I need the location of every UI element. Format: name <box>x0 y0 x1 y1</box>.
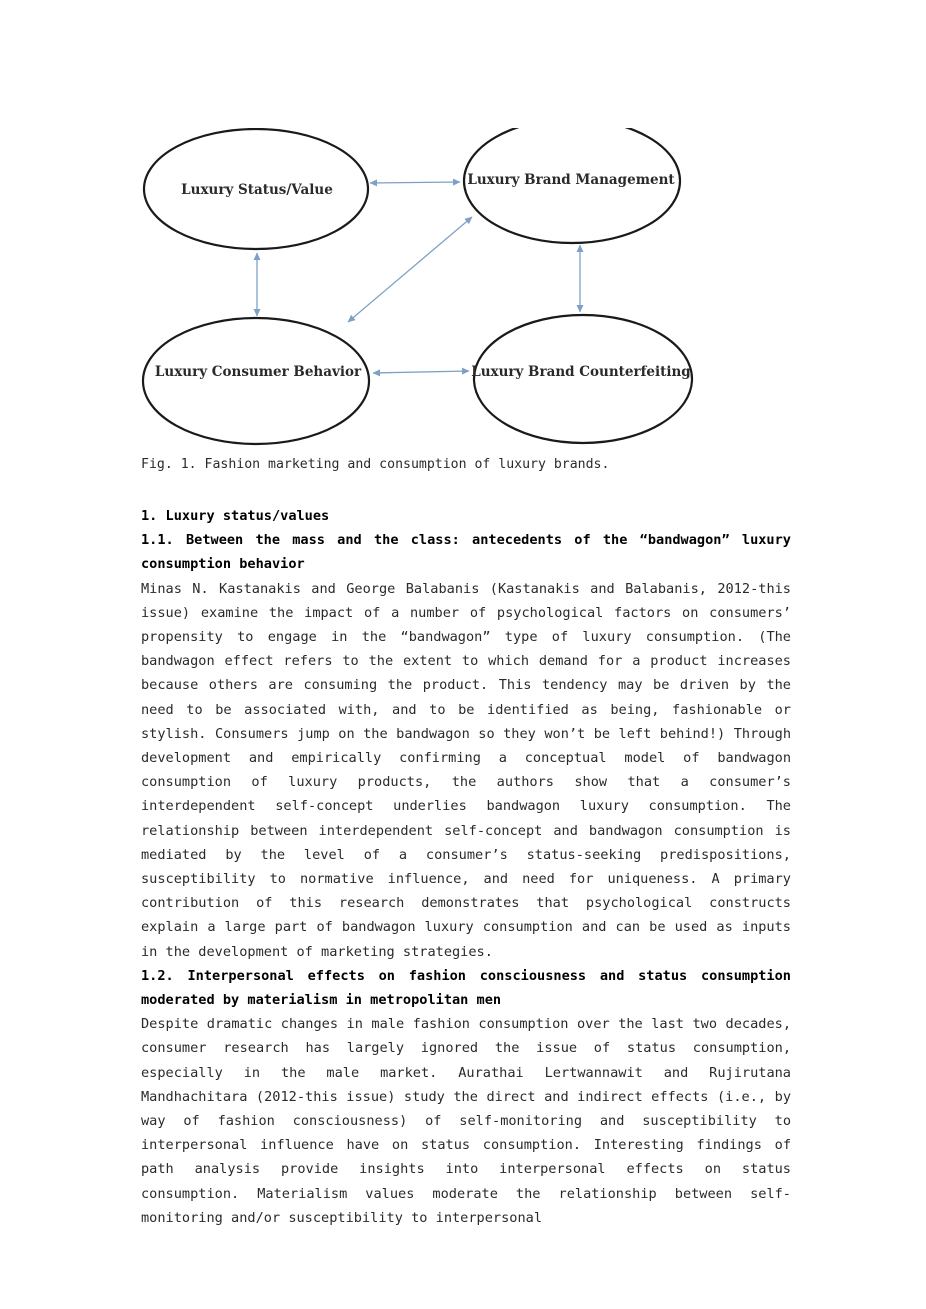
figure-caption: Fig. 1. Fashion marketing and consumption of luxury brands. <box>141 457 610 472</box>
node-behavior-label: Luxury Consumer Behavior <box>154 364 362 380</box>
node-behavior-ellipse <box>143 318 369 444</box>
node-counterfeiting-label: Luxury Brand Counterfeiting <box>471 364 691 380</box>
luxury-brands-diagram <box>136 128 698 450</box>
arrow-status-management <box>370 182 460 183</box>
subsection-heading-1-1: 1.1. Between the mass and the class: antecedents of the “bandwagon” luxury consumption behavior <box>141 532 791 573</box>
diagram-canvas <box>136 128 698 450</box>
paragraph-1-1: Minas N. Kastanakis and George Balabanis (Kastanakis and Balabanis, 2012-this issue) examine the impact of a number of psychological factors on consumers’ propensity to engage in the “bandwagon” type of luxury consumption. (The bandwagon effect refers to the extent to which demand for a product increases because others are consuming the product. This tendency may be driven by the need to be associated with, and to be identified as being, fashionable or stylish. Consumers jump on the bandwagon so they won’t be left behind!) Through development and empirically confirming a conceptual model of bandwagon consumption of luxury products, the authors show that a consumer’s interdependent self-concept underlies bandwagon luxury consumption. The relationship between interdependent self-concept and bandwagon consumption is mediated by the level of a consumer’s status-seeking predispositions, susceptibility to normative influence, and need for uniqueness. A primary contribution of this research demonstrates that psychological constructs explain a large part of bandwagon luxury consumption and can be used as inputs in the development of marketing strategies. <box>141 580 791 960</box>
node-management-label: Luxury Brand Management <box>467 172 675 188</box>
node-status-label: Luxury Status/Value <box>181 182 333 198</box>
section-heading: 1. Luxury status/values <box>141 508 330 524</box>
arrow-behavior-counterfeiting <box>373 371 469 373</box>
paragraph-1-2: Despite dramatic changes in male fashion consumption over the last two decades, consumer research has largely ignored the issue of status consumption, especially in the male market. Aurathai Lertwannawit and Rujirutana Mandhachitara (2012-this issue) study the direct and indirect effects (i.e., by way of fashion consciousness) of self-monitoring and susceptibility to interpersonal influence have on status consumption. Interesting findings of path analysis provide insights into interpersonal effects on status consumption. Materialism values moderate the relationship between self-monitoring and/or susceptibility to interpersonal <box>141 1016 791 1226</box>
article-body <box>141 504 791 1230</box>
arrow-behavior-management <box>348 217 472 322</box>
subsection-heading-1-2: 1.2. Interpersonal effects on fashion consciousness and status consumption moderated by materialism in metropolitan men <box>141 967 791 1009</box>
